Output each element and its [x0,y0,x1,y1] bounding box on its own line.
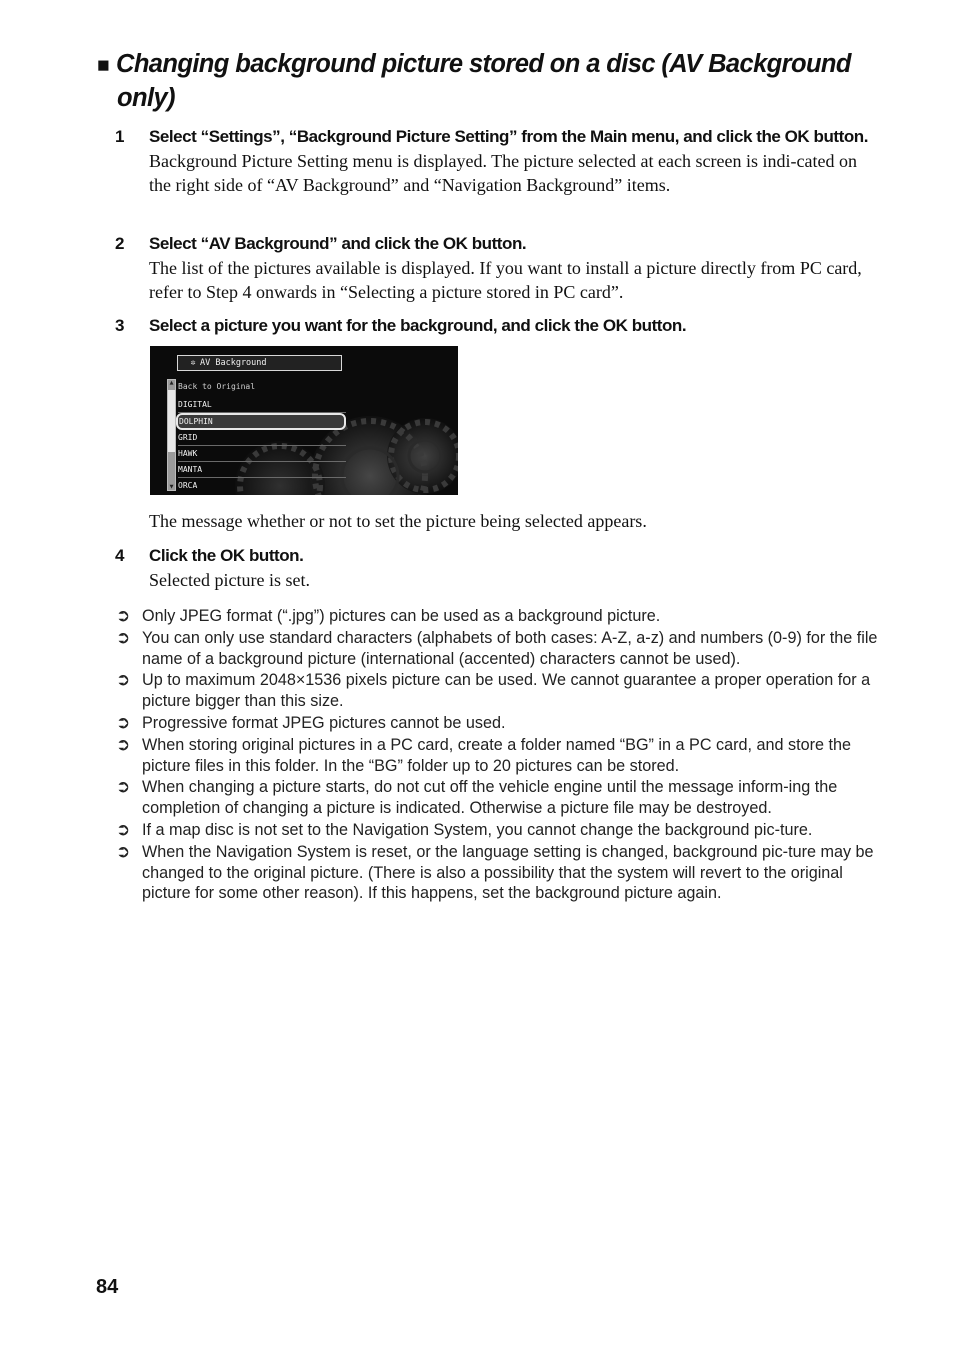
note-arrow-icon: ➲ [116,819,131,840]
note-item [116,842,878,904]
note-item [116,777,878,819]
note-arrow-icon: ➲ [116,712,131,733]
heading-line-1: Changing background picture stored on a disc (AV Background [116,50,851,78]
list-item[interactable]: GRID [178,430,346,446]
note-arrow-icon: ➲ [116,627,131,648]
sun-icon: ✲ [190,358,196,368]
back-to-original-button[interactable]: Back to Original [178,382,256,391]
scrollbar[interactable] [167,379,176,491]
step-number: 3 [115,316,125,335]
note-arrow-icon: ➲ [116,670,131,691]
screen-title-bar [177,355,342,371]
screen-title: AV Background [200,358,267,368]
note-item [116,713,878,734]
note-text: When storing original pictures in a PC card, create a folder named “BG” in a PC card, and store the picture files in this folder. In the “BG” folder up to 20 pictures can be stored. [142,735,851,775]
step-3-result: The message whether or not to set the picture being selected appears. [149,511,647,531]
step-description: Background Picture Setting menu is displayed. The picture selected at each screen is indi-cated on the right side of “AV Background” and “Navigation Background” items. [149,151,857,195]
scrollbar-thumb[interactable] [168,390,175,452]
note-item [116,606,878,627]
list-item[interactable]: DIGITAL [178,397,346,413]
note-text: You can only use standard characters (alphabets of both cases: A-Z, a-z) and numbers (0-9) for the file name of a background picture (international (accented) characters cannot be used). [142,628,878,668]
section-heading [97,48,887,115]
note-text: If a map disc is not set to the Navigation System, you cannot change the background pic-ture. [142,820,813,839]
step-3 [115,314,880,338]
note-text: Progressive format JPEG pictures cannot be used. [142,713,506,732]
scroll-up-arrow-icon[interactable]: ▲ [169,380,174,386]
note-text: When the Navigation System is reset, or the language setting is changed, background pic-ture may be changed to the original picture. (There is also a possibility that the system will revert to the original picture for some other reason). If this happens, set the background picture again. [142,842,874,903]
list-item[interactable]: ORCA [178,481,198,490]
note-item [116,735,878,777]
step-description: The list of the pictures available is displayed. If you want to install a picture directly from PC card, refer to Step 4 onwards in “Selecting a picture stored in PC card”. [149,258,862,302]
list-item[interactable]: MANTA [178,462,346,478]
note-item [116,670,878,712]
page-number: 84 [96,1276,119,1298]
step-number: 1 [115,127,125,146]
note-text: Up to maximum 2048×1536 pixels picture can be used. We cannot guarantee a proper operation for a picture bigger than this size. [142,671,871,711]
step-4 [115,544,880,592]
note-item [116,628,878,670]
picture-list [178,397,346,493]
note-arrow-icon: ➲ [116,606,131,626]
note-arrow-icon: ➲ [116,777,131,798]
step-instruction: Select “Settings”, “Background Picture Setting” from the Main menu, and click the OK button. [149,127,868,146]
list-item[interactable]: HAWK [178,446,346,462]
heading-square-marker: ■ [97,54,110,77]
step-description: Selected picture is set. [149,570,310,590]
heading-line-2: only) [117,84,175,112]
list-item-selected[interactable]: DOLPHIN [176,413,346,430]
notes-list [116,606,878,905]
step-1 [115,125,880,197]
step-instruction: Select “AV Background” and click the OK button. [149,234,527,253]
note-arrow-icon: ➲ [116,841,131,862]
av-background-screenshot [150,346,458,495]
step-instruction: Click the OK button. [149,546,304,565]
step-instruction: Select a picture you want for the background, and click the OK button. [149,316,687,335]
note-text: Only JPEG format (“.jpg”) pictures can be used as a background picture. [142,607,661,625]
note-arrow-icon: ➲ [116,734,131,755]
step-number: 4 [115,546,125,565]
note-text: When changing a picture starts, do not cut off the vehicle engine until the message inform-ing the completion of changing a picture is indicated. Otherwise a picture file may be destroyed. [142,778,838,818]
step-2 [115,232,880,304]
scroll-down-arrow-icon[interactable]: ▼ [169,484,174,490]
step-number: 2 [115,234,125,253]
note-item [116,820,878,841]
